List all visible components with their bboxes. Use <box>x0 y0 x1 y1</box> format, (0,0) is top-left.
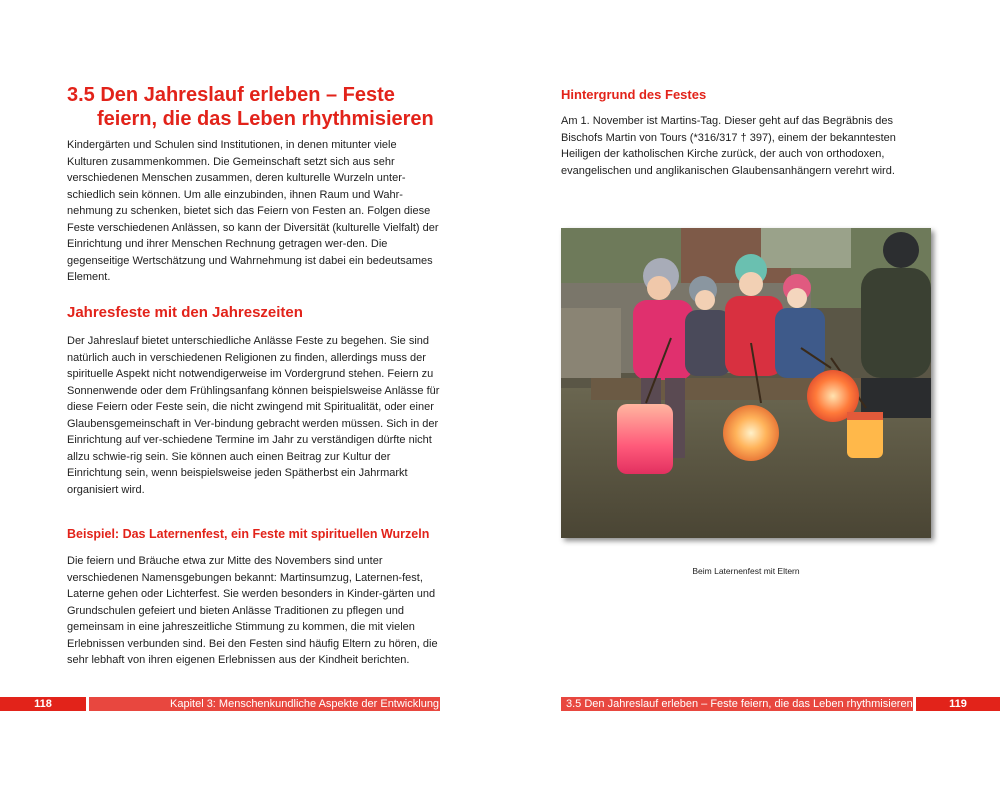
example-paragraph: Die feiern und Bräuche etwa zur Mitte des Novembers sind unter verschiedenen Namensgebungen bekannt: Martinsumzug, Laternen-fest, Laterne gehen oder Lichterfest. Sie werden besonders in Kinder-gärten und Grundschulen gefeiert und bieten Anlässe Traditionen zu pflegen und gemeinsam in eine jahreszeitliche Stimmung zu kommen, die mit vielen Erlebnissen verbunden sind. Bei den Festen sind häufig Eltern zu hören, die sehr lebhaft von ihren eigenen Erlebnissen aus der Kindheit berichten. <box>67 555 438 666</box>
section-paragraph-jahresfeste: Der Jahreslauf bietet unterschiedliche Anlässe Feste zu begehen. Sie sind natürlich auch in verschiedenen Religionen zu finden, allerdings muss der spirituelle Aspekt nicht notwendigerweise im Vordergrund stehen. Feiern zu Sonnenwende oder dem Frühlingsanfang können beispielsweise Anlässe für diese Feiern oder Feste sein, die nicht zwingend mit Spiritualität, oder einer Glaubensgemeinschaft in Ver-bindung gebracht werden müssen. Sich in der Einrichtung auf ver-schiedene Termine im Jahr zu verständigen dürfte nicht allzu schwie-rig sein. Sie können auch einen Beitrag zur Kultur der Einrichtung sein, wenn beispielsweise jeden Spätherbst ein Jahrmarkt organisiert wird. <box>67 335 440 496</box>
chapter-title-line2: feiern, die das Leben rhythmisieren <box>97 108 434 130</box>
photo-caption: Beim Laternenfest mit Eltern <box>692 566 800 576</box>
section-heading-jahresfeste: Jahresfeste mit den Jahreszeiten <box>67 304 303 321</box>
left-footer-text: Kapitel 3: Menschenkundliche Aspekte der Entwicklung <box>170 698 440 710</box>
background-paragraph: Am 1. November ist Martins-Tag. Dieser geht auf das Begräbnis des Bischofs Martin von Tours (*316/317 † 397), einem der bekanntesten Heiligen der katholischen Kirche zurück, der auch von orthodoxen, evangelischen und anglikanischen Glaubensanhängern verehrt wird. <box>561 115 896 177</box>
lantern-festival-photo <box>561 228 931 538</box>
chapter-title <box>67 83 440 131</box>
example-heading: Beispiel: Das Laternenfest, ein Feste mit spirituellen Wurzeln <box>67 527 430 541</box>
background-heading: Hintergrund des Festes <box>561 87 707 102</box>
left-page-number: 118 <box>0 697 86 711</box>
chapter-title-line1: 3.5 Den Jahreslauf erleben – Feste <box>67 84 395 106</box>
intro-paragraph: Kindergärten und Schulen sind Institutionen, in denen mitunter viele Kulturen zusammenkommen. Die Gemeinschaft setzt sich aus sehr verschiedenen Menschen zusammen, deren kulturelle Wurzeln unter-schiedlich sein können. Um alle einzubinden, ihnen Raum und Wahr-nehmung zu schenken, bietet sich das Feiern von Festen an. Folgen diese Feste verschiedenen Anlässen, so kann der Diversität (kulturelle Vielfalt) der Einrichtung und ihrer Menschen Rechnung getragen wer-den. Die gegenseitige Wertschätzung und Wahrnehmung ist dabei ein bedeutsames Element. <box>67 139 439 283</box>
right-footer-text: 3.5 Den Jahreslauf erleben – Feste feiern, die das Leben rhythmisieren <box>566 698 913 710</box>
right-page-number: 119 <box>916 697 1000 711</box>
